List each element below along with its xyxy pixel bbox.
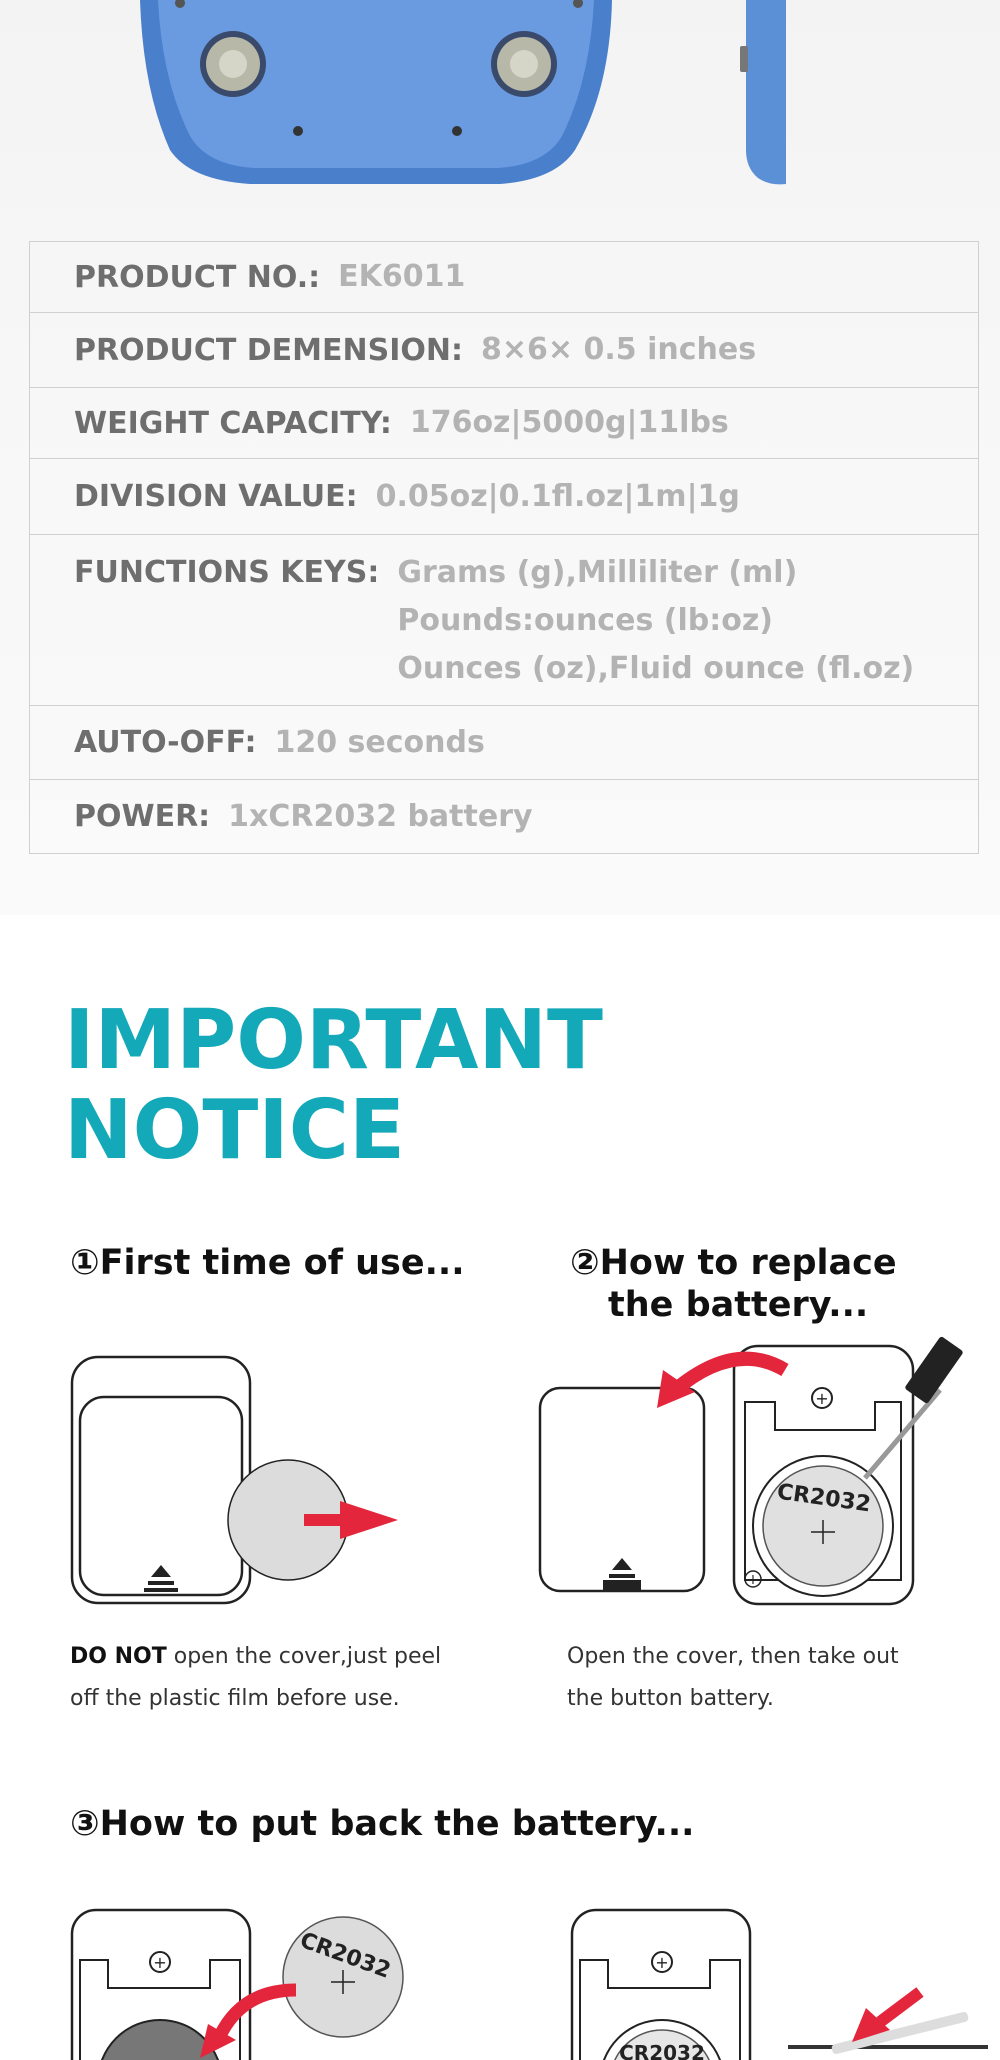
spec-row-division-value	[30, 458, 978, 534]
spec-value-line: EK6011	[338, 259, 466, 294]
spec-value-line: Grams (g),Milliliter (ml)	[397, 555, 798, 590]
spec-label: PRODUCT DEMENSION:	[74, 332, 464, 368]
step1-heading: ①First time of use...	[70, 1243, 465, 1283]
step3-heading: ③How to put back the battery...	[70, 1804, 695, 1844]
spec-value	[376, 473, 740, 521]
step2-heading-line1: ②How to replace	[570, 1243, 897, 1283]
do-not-label: DO NOT	[70, 1644, 167, 1669]
product-section	[0, 0, 1000, 915]
spec-value-line: Pounds:ounces (lb:oz)	[397, 603, 773, 638]
step3-illustration-insert	[60, 1900, 440, 2060]
battery-label: CR2032	[296, 1928, 394, 1984]
spec-value-line: 0.05oz|0.1fl.oz|1m|1g	[375, 478, 740, 514]
svg-text:+: +	[747, 1572, 759, 1588]
battery-label: CR2032	[619, 2041, 705, 2060]
spec-row-dimension	[30, 312, 978, 387]
spec-value	[397, 549, 914, 693]
spec-table	[29, 241, 979, 854]
svg-text:+: +	[153, 1953, 167, 1972]
battery-label: CR2032	[775, 1479, 873, 1518]
spec-value	[228, 793, 532, 841]
step2-text-line1: Open the cover, then take out	[567, 1644, 899, 1669]
spec-label: WEIGHT CAPACITY:	[74, 405, 392, 441]
notice-title-line1: IMPORTANT	[64, 993, 603, 1088]
spec-value	[481, 326, 756, 374]
spec-label: DIVISION VALUE:	[74, 479, 358, 514]
spec-row-product-no	[30, 242, 978, 312]
step2-illustration	[535, 1330, 975, 1610]
step1-text-line2: off the plastic film before use.	[70, 1686, 400, 1711]
spec-label: AUTO-OFF:	[74, 725, 257, 760]
spec-value	[410, 399, 729, 447]
step2-heading-line2: the battery...	[608, 1285, 869, 1325]
spec-value	[274, 719, 484, 767]
step2-text-line2: the button battery.	[567, 1686, 774, 1711]
spec-row-weight-capacity	[30, 387, 978, 458]
spec-value-line: 8×6× 0.5 inches	[481, 332, 757, 367]
spec-value	[338, 253, 465, 301]
spec-value-line: 1xCR2032 battery	[228, 798, 533, 834]
spec-value-line: 120 seconds	[274, 724, 485, 760]
notice-title-line2: NOTICE	[64, 1083, 405, 1178]
step1-text-line1: open the cover,just peel	[166, 1644, 442, 1669]
step1-illustration	[60, 1345, 420, 1605]
svg-text:+: +	[815, 1389, 829, 1408]
scale-product-image	[0, 0, 1000, 200]
step2-heading	[570, 1242, 897, 1326]
spec-label: PRODUCT NO.:	[74, 259, 321, 295]
spec-row-function-keys	[30, 534, 978, 705]
spec-label: FUNCTIONS KEYS:	[74, 555, 380, 590]
spec-row-power	[30, 779, 978, 853]
spec-value-line: 176oz|5000g|11lbs	[409, 405, 729, 440]
step3-illustration-close	[560, 1900, 990, 2060]
step2-description	[567, 1636, 899, 1720]
notice-title	[64, 993, 603, 1178]
spec-row-auto-off	[30, 705, 978, 779]
step1-description	[70, 1636, 441, 1720]
spec-value-line: Ounces (oz),Fluid ounce (fl.oz)	[397, 651, 915, 686]
svg-text:+: +	[655, 1953, 669, 1972]
spec-label: POWER:	[74, 799, 211, 834]
